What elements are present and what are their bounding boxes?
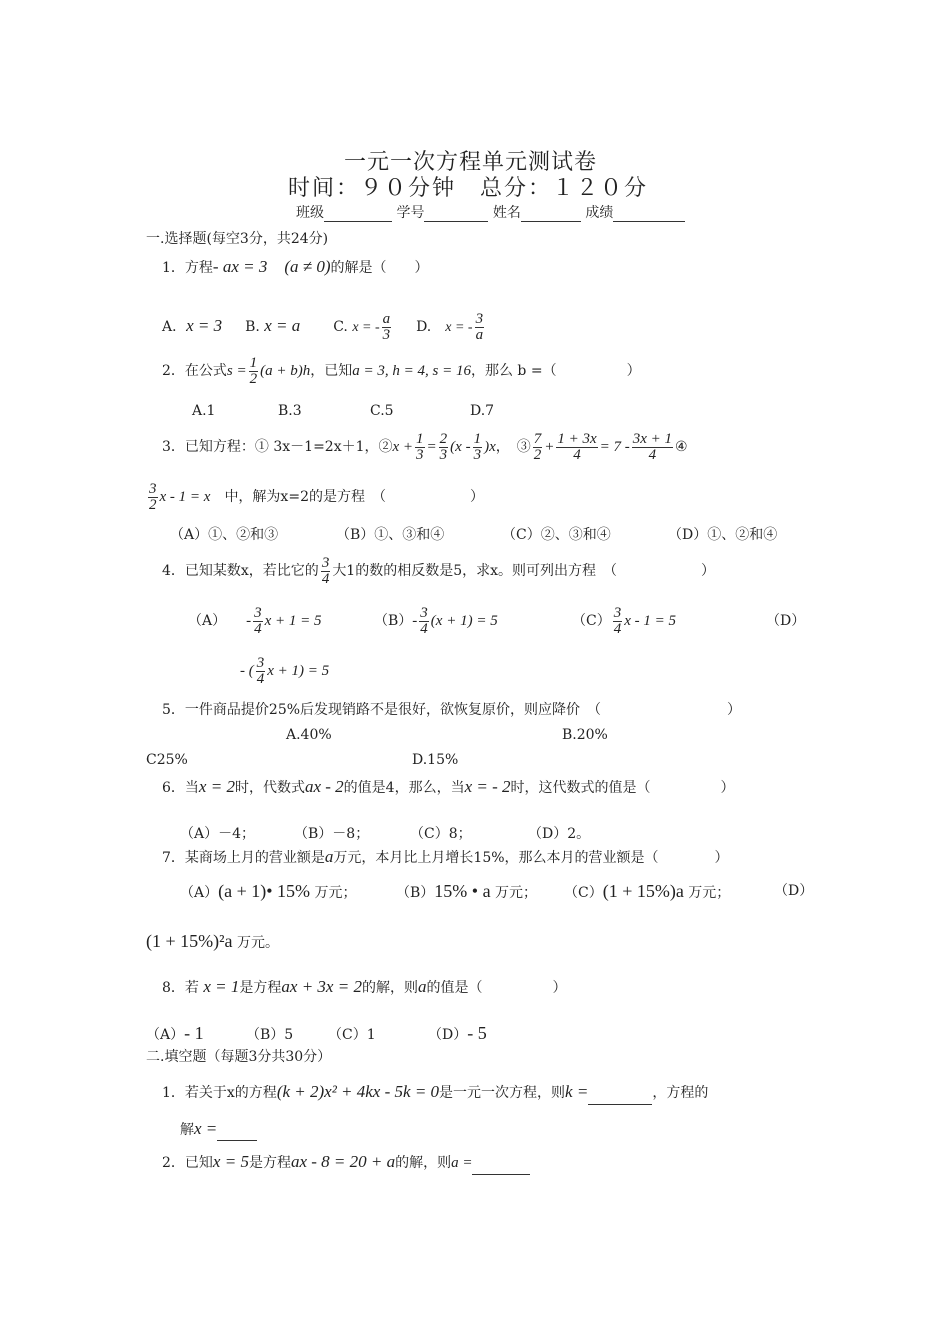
q6-option-c[interactable]: （C）8； (410, 826, 472, 842)
q4-option-a[interactable]: （A） - $\frac{3}{4}$ x + 1 = 5 (188, 604, 322, 637)
id-label: 学号 (396, 205, 425, 221)
section2-heading: 二.填空题（每题3分共30分） (146, 1049, 332, 1065)
a-answer-field[interactable] (472, 1160, 530, 1175)
q3-option-c[interactable]: （C）②、③和④ (502, 527, 611, 543)
q1-option-a[interactable]: A．x = 3 (162, 316, 223, 335)
q4-stem: 4．已知某数x，若比它的 $\frac{3}{4}$ 大1的数的相反数是5，求x。则可列出方程 （ ） (162, 554, 716, 587)
score-label: 成绩 (585, 205, 614, 221)
score-field[interactable] (613, 207, 685, 222)
q3-option-b[interactable]: （B）①、③和④ (336, 527, 445, 543)
q3-option-d[interactable]: （D）①、②和④ (668, 527, 778, 543)
info-line (296, 204, 685, 222)
k-answer-field[interactable] (588, 1090, 652, 1105)
q7-option-b[interactable]: （B）15% • a 万元； (396, 881, 538, 901)
q1-options (162, 308, 486, 346)
q5-option-a[interactable]: A.40% (286, 727, 332, 743)
name-label: 姓名 (492, 205, 521, 221)
q2-option-d[interactable]: D.7 (470, 403, 495, 419)
q6-option-a[interactable]: （A）－4； (180, 826, 256, 842)
page-title: 一元一次方程单元测试卷 (344, 150, 598, 175)
q1-option-c[interactable]: C. x = - $\frac{a}{3}$ (333, 310, 391, 343)
q8-option-d[interactable]: （D）- 5 (428, 1023, 487, 1043)
q1-option-b[interactable]: B. x = a (245, 316, 301, 335)
id-field[interactable] (424, 207, 488, 222)
q8-option-b[interactable]: （B）5 (246, 1027, 294, 1043)
q5-stem: 5．一件商品提价25%后发现销路不是很好，欲恢复原价，则应降价 （ ） (162, 702, 742, 718)
q3-line2: $\frac{3}{2}$ x - 1 = x 中，解为x=2的是方程 （ ） (149, 480, 484, 513)
s2-q1-stem: 1．若关于x的方程(k + 2)x² + 4kx - 5k = 0是一元一次方程，则k = ，方程的 (162, 1080, 708, 1105)
page-subtitle: 时间：９０分钟 总分：１２０分 (288, 176, 649, 201)
q4-option-d[interactable]: - ( $\frac{3}{4}$ x + 1) = 5 (240, 654, 330, 687)
q7-stem: 7．某商场上月的营业额是a万元，本月比上月增长15%，那么本月的营业额是（ ） (162, 847, 729, 866)
q5-option-b[interactable]: B.20% (562, 727, 608, 743)
s2-q1-line2: 解x = (180, 1118, 257, 1141)
class-field[interactable] (324, 207, 392, 222)
q6-option-b[interactable]: （B）－8； (294, 826, 370, 842)
name-field[interactable] (521, 207, 581, 222)
q6-stem: 6．当x = 2时，代数式ax - 2的值是4，那么，当x = - 2时，这代数式的值是（ ） (162, 777, 735, 796)
q4-option-b[interactable]: （B）- $\frac{3}{4}$ (x + 1) = 5 (374, 604, 498, 637)
q5-option-c[interactable]: C25% (146, 752, 188, 768)
class-label: 班级 (296, 205, 324, 221)
q1-label: 1．方程 (162, 260, 213, 276)
s2-q2-stem: 2．已知x = 5是方程ax - 8 = 20 + a的解，则a = (162, 1150, 530, 1175)
q8-option-c[interactable]: （C）1 (328, 1027, 376, 1043)
q2-option-a[interactable]: A.1 (192, 403, 216, 419)
q5-option-d[interactable]: D.15% (412, 752, 459, 768)
q4-option-c[interactable]: （C） $\frac{3}{4}$ x - 1 = 5 (572, 604, 676, 637)
q1-stem (162, 258, 429, 277)
q7-option-d[interactable]: (1 + 15%)²a 万元。 (146, 931, 279, 951)
q1-equation: - ax = 3 (a ≠ 0) (212, 257, 331, 276)
q7-option-a[interactable]: （A）(a + 1)• 15% 万元； (180, 881, 357, 901)
q8-option-a[interactable]: （A）- 1 (146, 1023, 204, 1043)
q2-option-b[interactable]: B.3 (278, 403, 302, 419)
q7-option-d-label[interactable]: （D） (774, 883, 814, 899)
q3-option-a[interactable]: （A）①、②和③ (170, 527, 279, 543)
x-answer-field[interactable] (217, 1126, 257, 1141)
q3-stem: 3．已知方程：① 3x－1=2x＋1，②x + $\frac{1}{3}$ = $\frac{2}{3}$ (x - $\frac{1}{3}$ )x， ③ $\frac{7}{2}$ + $\frac{1 + 3x}{4}$ = 7 - $\frac{3x + 1}{4}$ ④ (162, 430, 688, 463)
q1-tail: 的解是（ ） (330, 260, 429, 276)
q6-option-d[interactable]: （D）2。 (528, 826, 591, 842)
q4-option-d-label[interactable]: （D） (766, 613, 806, 629)
q2-stem: 2．在公式s = $\frac{1}{2}$ (a + b)h，已知a = 3, h = 4, s = 16，那么 b =（ ） (162, 354, 641, 387)
q2-option-c[interactable]: C.5 (370, 403, 394, 419)
section1-heading: 一.选择题(每空3分，共24分) (146, 231, 329, 247)
q1-option-d[interactable]: D. x = - $\frac{3}{a}$ (416, 310, 484, 343)
q7-option-c[interactable]: （C）(1 + 15%)a 万元； (564, 881, 731, 901)
q8-stem: 8．若 x = 1是方程ax + 3x = 2的解，则a的值是（ ） (162, 977, 567, 996)
